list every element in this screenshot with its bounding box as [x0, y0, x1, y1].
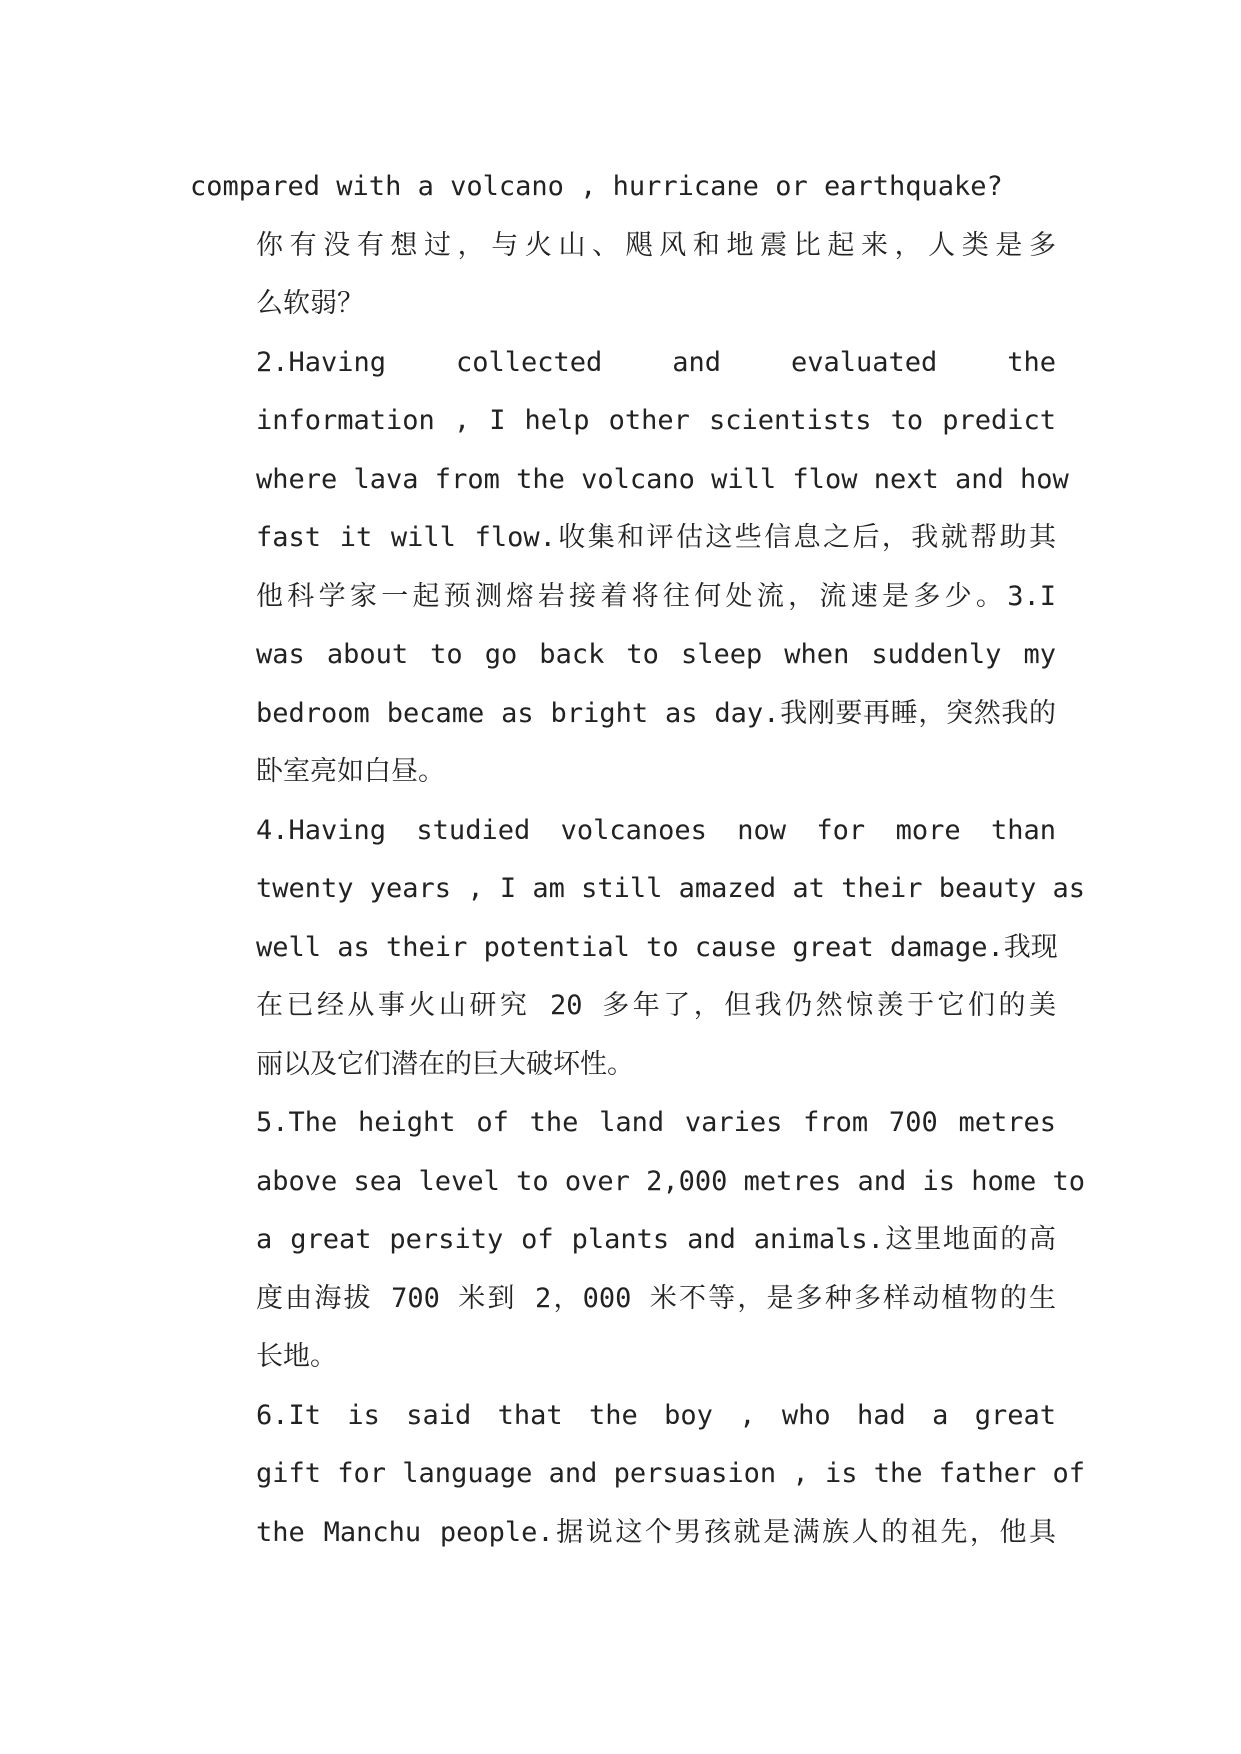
text-line: a great persity of plants and animals.这里地面的高: [256, 1224, 1056, 1255]
paragraph-4: [190, 802, 1086, 1095]
text-line: was about to go back to sleep when suddenly my: [256, 639, 1056, 670]
paragraph-1: [190, 158, 1056, 217]
text-line: 卧室亮如白昼。: [256, 756, 445, 787]
text-line: fast it will flow.收集和评估这些信息之后，我就帮助其: [256, 522, 1056, 553]
text-line: where lava from the volcano will flow next and how: [256, 463, 1069, 495]
text-line: 么软弱？: [256, 288, 364, 319]
paragraph-3: [190, 334, 1069, 802]
text-line: the Manchu people.据说这个男孩就是满族人的祖先，他具: [256, 1516, 1056, 1548]
text-line: well as their potential to cause great damage.我现: [256, 931, 1058, 963]
text-line: 度由海拔 700 米到 2，000 米不等，是多种多样动植物的生: [256, 1282, 1056, 1314]
paragraph-2: [190, 217, 1056, 334]
text-line: information , I help other scientists to predict: [256, 405, 1056, 436]
document-body: [190, 158, 1086, 1562]
text-line: bedroom became as bright as day.我刚要再睡，突然我的: [256, 697, 1056, 729]
text-line: 丽以及它们潜在的巨大破坏性。: [256, 1048, 634, 1080]
text-line: 他科学家一起预测熔岩接着将往何处流，流速是多少。3.I: [256, 580, 1056, 612]
paragraph-5: [190, 1094, 1086, 1387]
text-line: 你有没有想过，与火山、飓风和地震比起来，人类是多: [256, 229, 1056, 261]
text-line: gift for language and persuasion , is the father of: [256, 1458, 1086, 1489]
text-line: compared with a volcano , hurricane or earthquake?: [190, 171, 1003, 202]
text-line: 在已经从事火山研究 20 多年了，但我仍然惊羡于它们的美: [256, 990, 1056, 1021]
text-line: 5.The height of the land varies from 700 metres: [256, 1107, 1056, 1138]
text-line: above sea level to over 2,000 metres and is home to: [256, 1165, 1086, 1197]
paragraph-6: [190, 1387, 1086, 1563]
text-line: 长地。: [256, 1341, 337, 1372]
text-line: 4.Having studied volcanoes now for more than: [256, 814, 1056, 846]
text-line: 2.Having collected and evaluated the: [256, 346, 1056, 378]
text-line: 6.It is said that the boy , who had a great: [256, 1399, 1056, 1431]
text-line: twenty years , I am still amazed at their beauty as: [256, 873, 1086, 904]
